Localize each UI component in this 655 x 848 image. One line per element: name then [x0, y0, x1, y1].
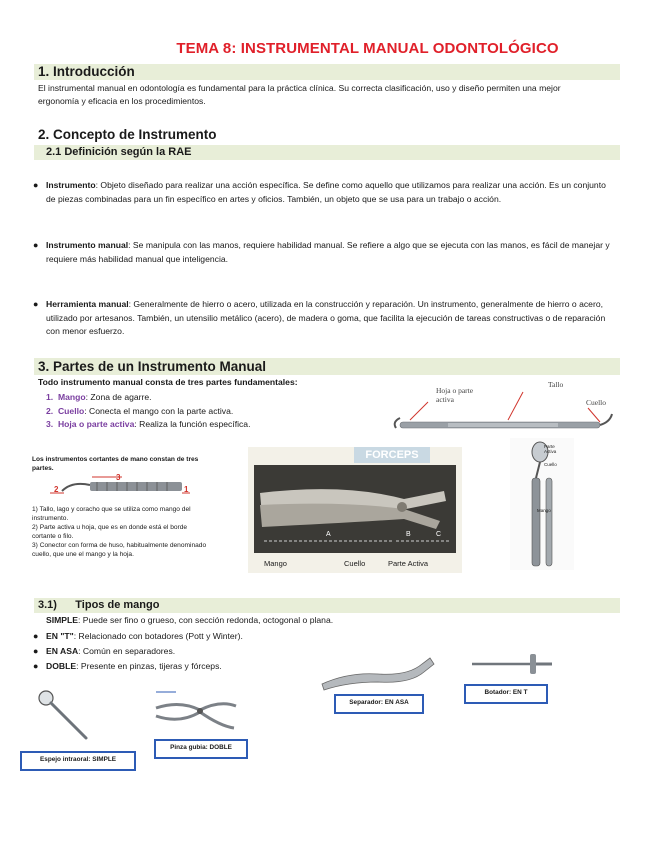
definition: : Relacionado con botadores (Pott y Winter). — [73, 631, 243, 641]
definition: : Realiza la función específica. — [134, 419, 251, 429]
list-item: 1) Tallo, lago y coracho que se utiliza como mango del instrumento. — [32, 506, 191, 522]
mirror-icon — [34, 686, 94, 746]
botador-image — [468, 650, 554, 678]
marker-1: 1 — [184, 485, 189, 494]
cutting-instrument-figure — [32, 455, 212, 573]
label-parte-activa: Parte Activa — [388, 559, 429, 568]
list-item — [46, 418, 366, 432]
label-mango: Mango — [537, 508, 551, 513]
label-b: B — [406, 531, 411, 538]
marker-2: 2 — [54, 485, 59, 494]
bullet-icon: ● — [33, 661, 39, 671]
list-item — [46, 405, 366, 419]
term: DOBLE — [46, 661, 77, 671]
section-3-band — [34, 358, 620, 375]
section-1-band — [34, 64, 620, 80]
label-cuello: Cuello — [344, 559, 366, 568]
section-1-text: El instrumental manual en odontología es fundamental para la práctica clínica. Su correcta clasificación, uso y diseño permiten una mejor ergonomía y eficacia en los procedimientos. — [38, 83, 561, 106]
label-hoja: Hoja o parte activa — [436, 386, 474, 404]
page-title: TEMA 8: INSTRUMENTAL MANUAL ODONTOLÓGICO — [176, 40, 559, 57]
term: Cuello — [57, 405, 85, 416]
list-item — [46, 614, 606, 628]
list-item — [46, 391, 366, 405]
bullet-icon: ● — [33, 180, 39, 190]
section-3-1-band — [34, 598, 620, 613]
figure-heading: Los instrumentos cortantes de mano constan de tres partes. — [32, 456, 199, 472]
term: Hoja o parte activa — [57, 419, 135, 429]
pliers-icon — [150, 690, 240, 736]
number: 2. — [46, 405, 54, 416]
definition: : Conecta el mango con la parte activa. — [84, 405, 234, 416]
section-1-heading: 1. Introducción — [38, 64, 135, 79]
definition: : Presente en pinzas, tijeras y fórceps. — [76, 661, 222, 671]
forceps-drawing — [254, 465, 456, 553]
espejo-image — [34, 686, 94, 746]
number: 3. — [46, 419, 54, 429]
definition: : Objeto diseñado para realizar una acción específica. Se define como aquello que utilizamos para realizar una acción. Es un conjunto de piezas combinadas para un fin específico en artes y oficios. También, un objeto que se usa para un trabajo o acción. — [46, 180, 606, 204]
definition: : Común en separadores. — [78, 646, 176, 656]
bullet-icon: ● — [33, 240, 39, 250]
definition: : Zona de agarre. — [85, 392, 152, 402]
list-item — [33, 630, 606, 644]
label-cuello: Cuello — [544, 462, 557, 467]
parts-list — [46, 391, 366, 432]
pinza-image — [150, 690, 240, 736]
label-c: C — [436, 531, 442, 538]
term: EN "T" — [46, 631, 74, 641]
term: EN ASA — [46, 646, 79, 656]
list-item: 2) Parte activa u hoja, que es en donde está el borde cortante o filo. — [32, 524, 188, 540]
list-item — [33, 298, 614, 339]
separador-image — [318, 652, 438, 692]
number: 1. — [46, 392, 54, 402]
bullet-icon: ● — [33, 631, 39, 641]
list-item — [33, 239, 614, 266]
term: SIMPLE — [46, 615, 78, 625]
caption-botador: Botador: EN T — [464, 684, 548, 704]
definition: : Generalmente de hierro o acero, utilizada en la construcción y reparación. Un instrumento, generalmente de hierro o acero, utilizado por artesanos. También, un utensilio metálico (acero), de madera o goma, que facilita la ejecución de tareas constructivas o de reparación con menor esfuerzo. — [46, 299, 606, 336]
section-2-heading: 2. Concepto de Instrumento — [38, 127, 217, 142]
retractor-icon — [318, 652, 438, 692]
elevator-icon — [468, 650, 554, 678]
term: Instrumento — [46, 180, 96, 190]
instrument-drawing — [388, 378, 620, 440]
mirror-drawing — [510, 438, 574, 570]
caption-separador: Separador: EN ASA — [334, 694, 424, 714]
label-parte-activa: Parte Activa — [544, 444, 557, 454]
list-item: 3) Conector con forma de huso, habitualmente denominado cuello, que une el mango y la hoja. — [32, 542, 207, 558]
caption-espejo: Espejo intraoral: SIMPLE — [20, 751, 136, 771]
label-a: A — [326, 531, 331, 538]
term: Mango — [57, 392, 86, 402]
forceps-figure — [248, 447, 462, 573]
section-3-1-heading: 3.1) Tipos de mango — [38, 599, 160, 611]
term: Herramienta manual — [46, 299, 129, 309]
forceps-photo — [254, 465, 456, 553]
label-mango: Mango — [264, 559, 287, 568]
definition: : Puede ser fino o grueso, con sección redonda, octogonal o plana. — [78, 615, 334, 625]
list-item — [33, 179, 614, 206]
section-2-header — [34, 127, 620, 143]
bullet-icon: ● — [33, 646, 39, 656]
bullet-icon: ● — [33, 299, 39, 309]
label-cuello: Cuello — [586, 398, 606, 407]
forceps-banner: FORCEPS — [354, 447, 430, 463]
caption-pinza: Pinza gubia: DOBLE — [154, 739, 248, 759]
label-tallo: Tallo — [548, 380, 564, 389]
mirror-figure — [510, 438, 574, 570]
definition: : Se manipula con las manos, requiere habilidad manual. Se refiere a algo que se ejecuta con las manos, es fácil de manejar y requiere más habilidad manual que inteligencia. — [46, 240, 610, 264]
section-3-heading: 3. Partes de un Instrumento Manual — [38, 359, 267, 374]
figure-list — [32, 505, 210, 559]
marker-3: 3 — [116, 473, 121, 482]
term: Instrumento manual — [46, 240, 129, 250]
section-2-1-band — [34, 145, 620, 160]
instrument-parts-figure — [388, 378, 620, 440]
section-3-intro: Todo instrumento manual consta de tres partes fundamentales: — [38, 377, 298, 387]
section-2-1-heading: 2.1 Definición según la RAE — [46, 146, 192, 158]
